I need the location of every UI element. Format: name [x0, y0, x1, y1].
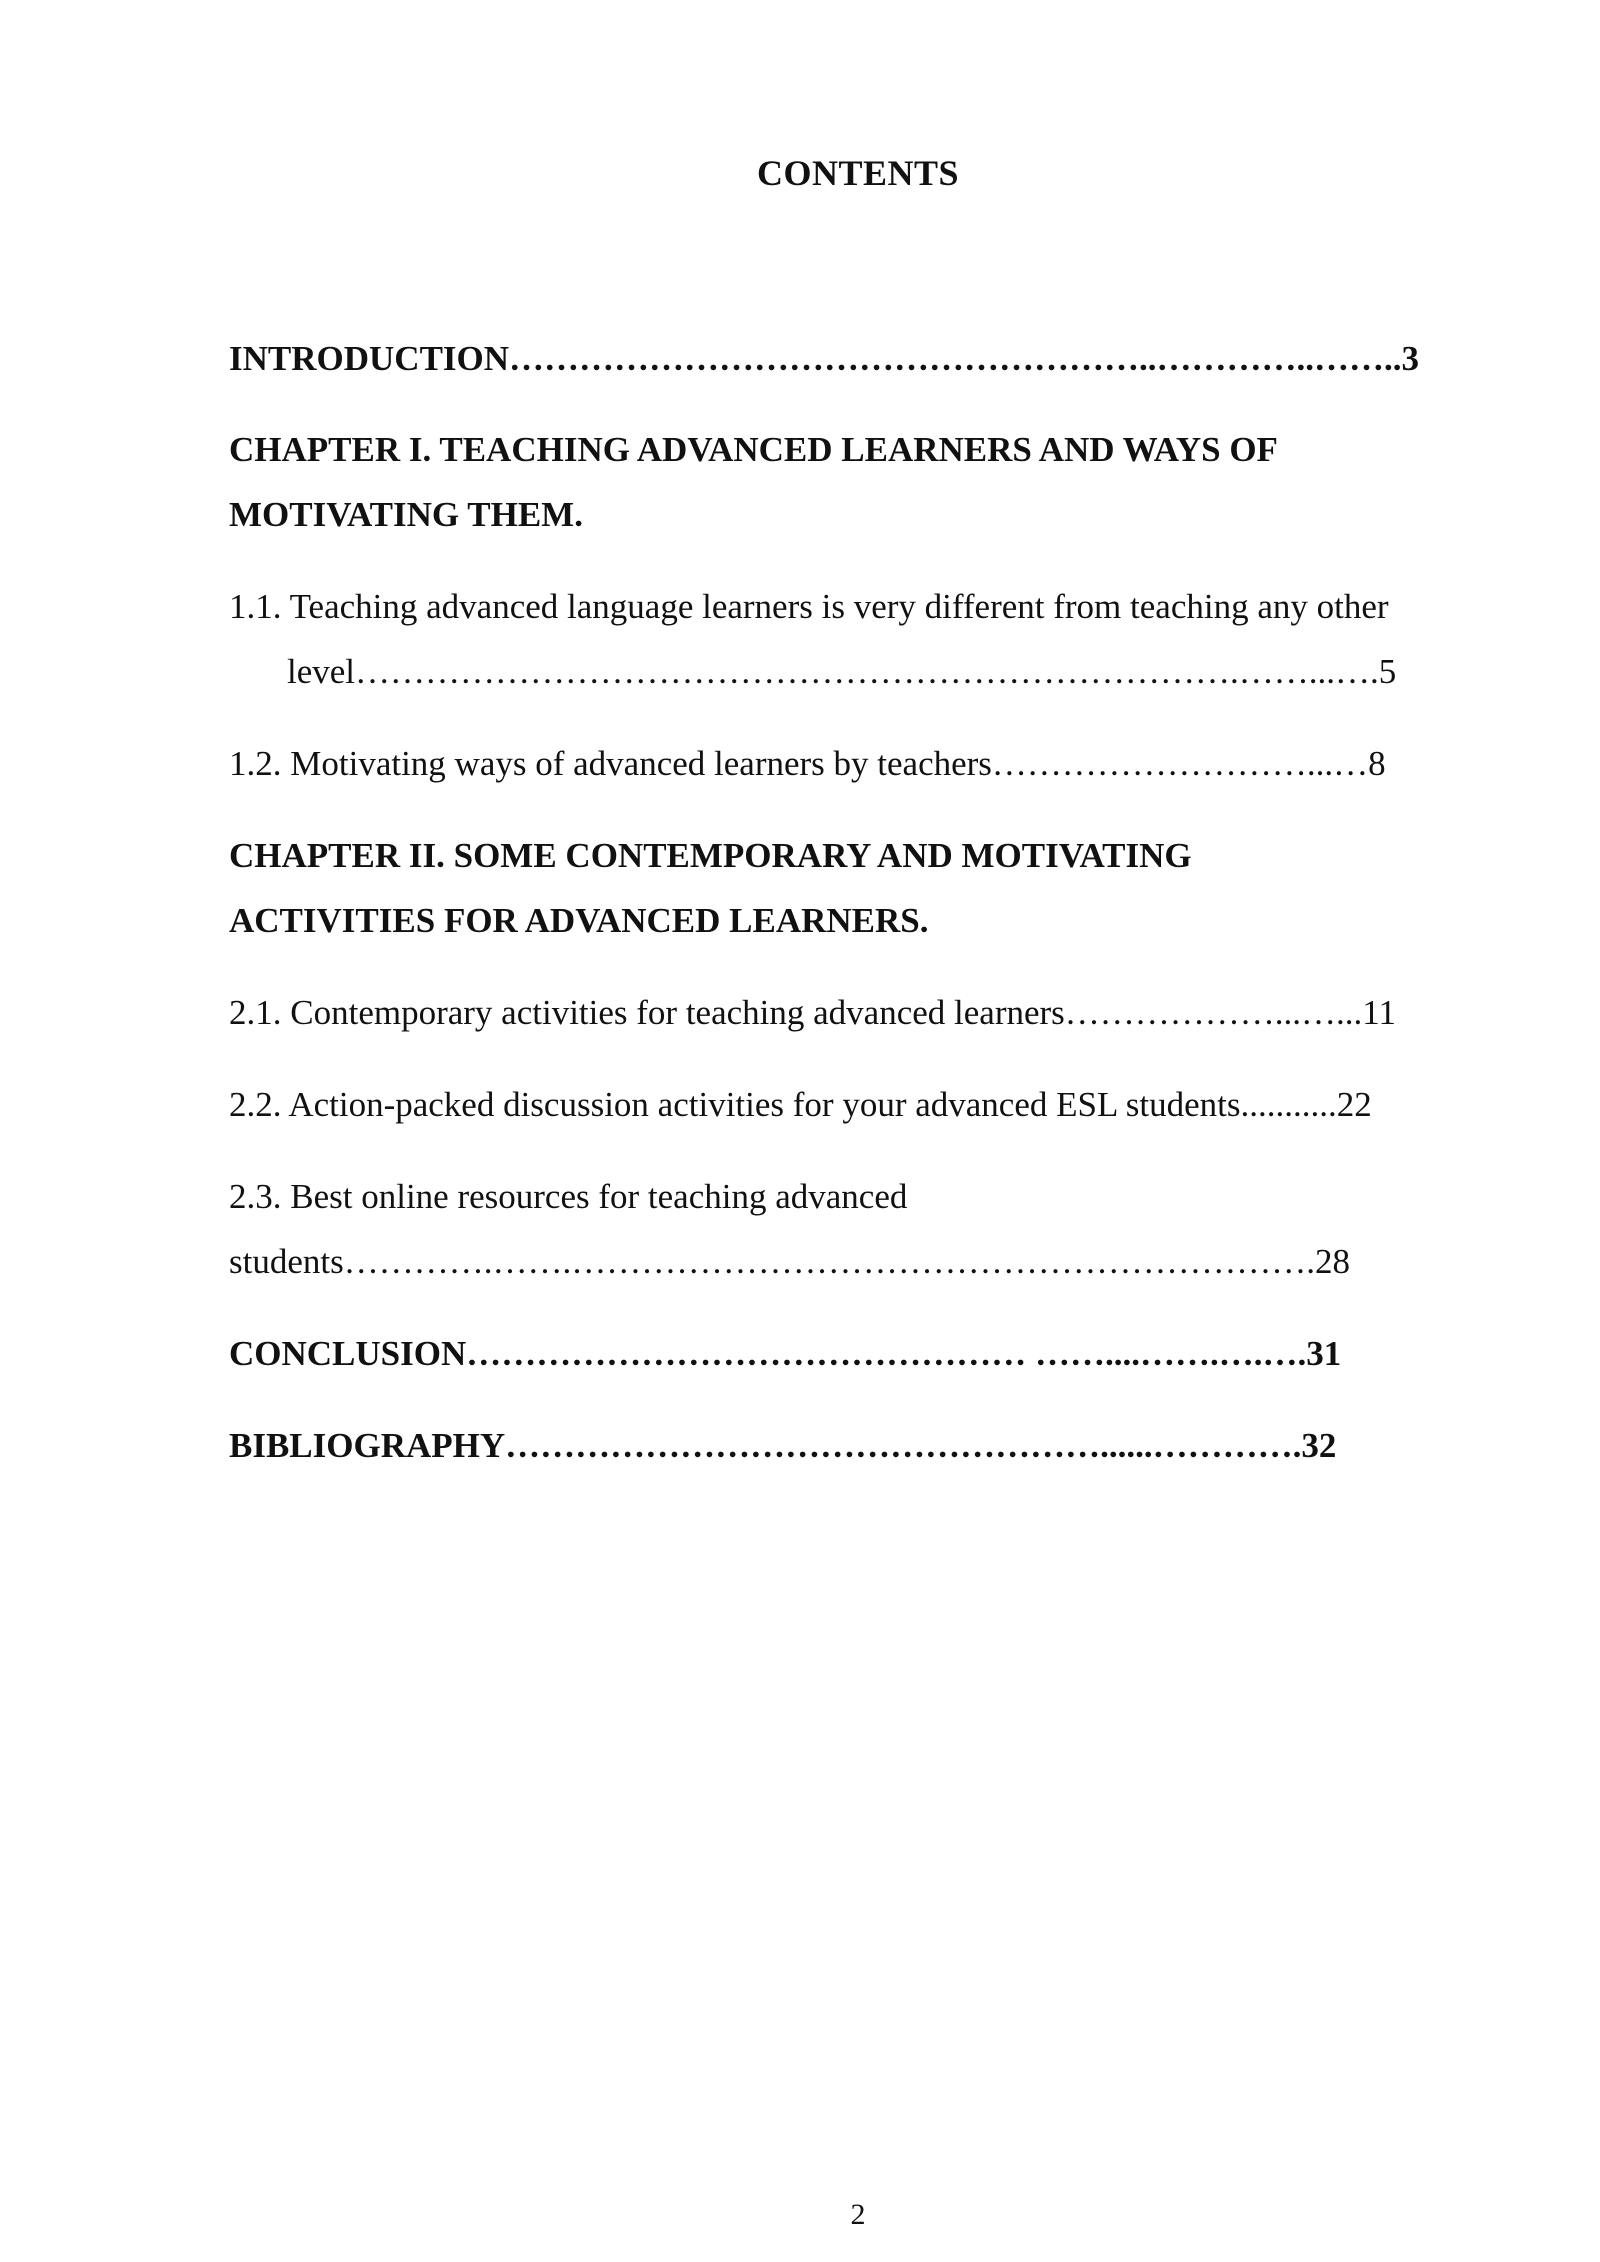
toc-section-1-2: 1.2. Motivating ways of advanced learners by teachers………………………...…8	[229, 744, 1386, 783]
toc-chapter-2-line-1: CHAPTER II. SOME CONTEMPORARY AND MOTIVATING	[229, 836, 1192, 875]
page-number: 2	[850, 2198, 866, 2231]
toc-chapter-1-line-1: CHAPTER I. TEACHING ADVANCED LEARNERS AND WAYS OF	[229, 430, 1278, 469]
toc-section-1-1-line-1: 1.1. Teaching advanced language learners is very different from teaching any other	[229, 587, 1389, 626]
toc-conclusion: CONCLUSION………………………………………… ……....…….….….31	[229, 1334, 1342, 1373]
toc-section-2-1: 2.1. Contemporary activities for teaching advanced learners………………...…...11	[229, 993, 1396, 1032]
toc-chapter-2-line-2: ACTIVITIES FOR ADVANCED LEARNERS.	[229, 901, 929, 940]
toc-section-2-3-line-2: students………….…….……………………………………………………….28	[229, 1242, 1350, 1281]
toc-introduction: INTRODUCTION………………………………………………..…………..……..3	[229, 339, 1420, 378]
toc-chapter-1-line-2: MOTIVATING THEM.	[229, 495, 583, 534]
toc-section-2-3-line-1: 2.3. Best online resources for teaching advanced	[229, 1177, 908, 1216]
toc-bibliography: BIBLIOGRAPHY……………………………………………......………….32	[229, 1426, 1337, 1465]
page-title: CONTENTS	[756, 153, 960, 193]
toc-section-1-1-line-2: level………………………………………………………………….……...….5	[287, 652, 1397, 691]
toc-section-2-2: 2.2. Action-packed discussion activities for your advanced ESL students...........22	[229, 1085, 1372, 1124]
